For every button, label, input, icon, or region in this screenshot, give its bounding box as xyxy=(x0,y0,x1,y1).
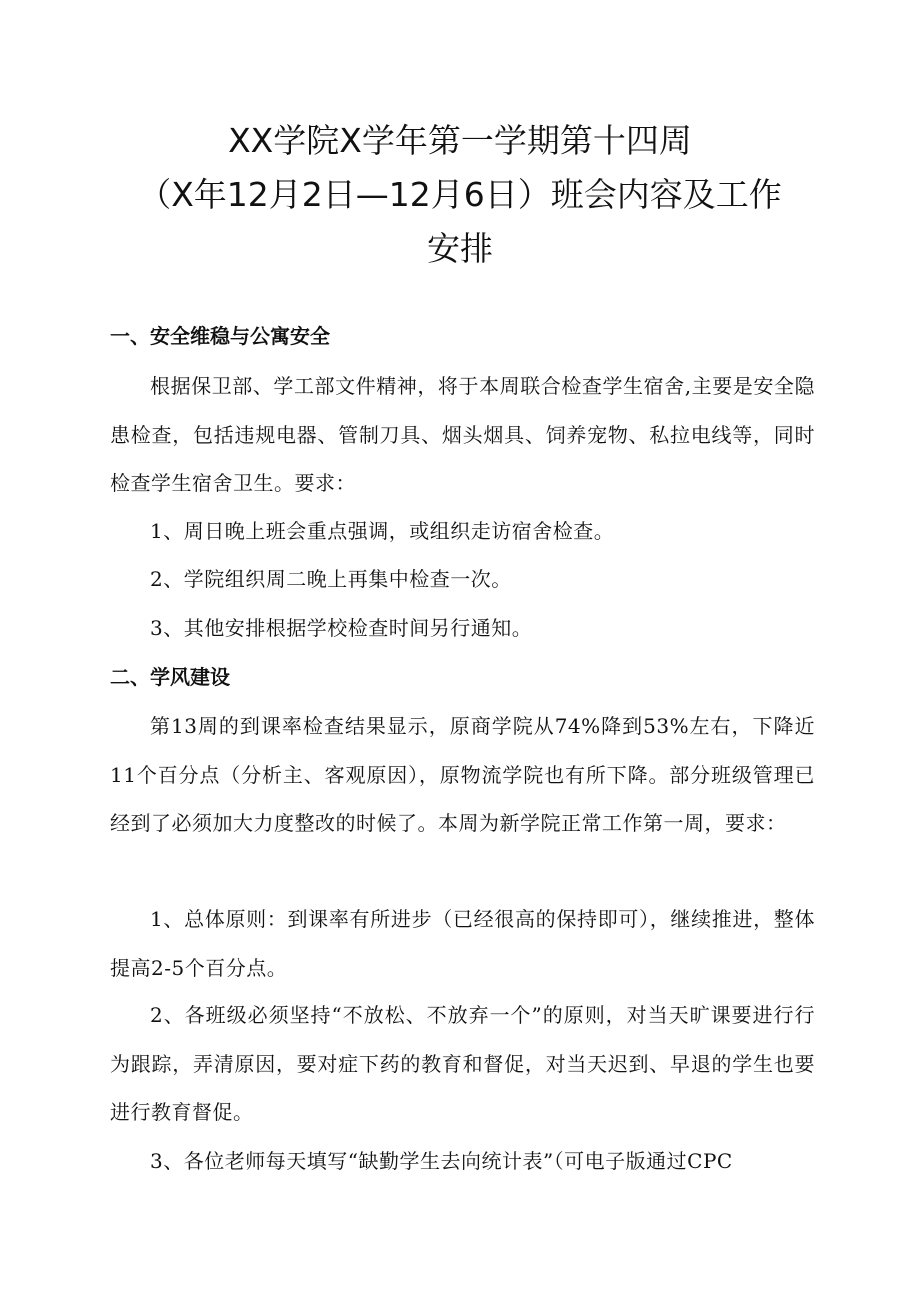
title-line-1: XX学院X学年第一学期第十四周 xyxy=(228,121,692,160)
section-2-item-1: 1、总体原则：到课率有所进步（已经很高的保持即可），继续推进，整体提高2-5个百分点。 xyxy=(110,907,815,980)
document-title xyxy=(90,114,830,276)
section-1-heading: 一、安全维稳与公寓安全 xyxy=(110,324,330,348)
section-1-item-2: 2、学院组织周二晚上再集中检查一次。 xyxy=(150,567,512,591)
title-line-3: 安排 xyxy=(427,229,493,268)
section-2-heading: 二、学风建设 xyxy=(110,665,230,689)
section-1-item-3: 3、其他安排根据学校检查时间另行通知。 xyxy=(150,616,533,640)
section-2-item-3: 3、各位老师每天填写“缺勤学生去向统计表”（可电子版通过CPC xyxy=(150,1149,733,1173)
section-1-item-1: 1、周日晚上班会重点强调，或组织走访宿舍检查。 xyxy=(150,519,615,543)
section-1-intro: 根据保卫部、学工部文件精神，将于本周联合检查学生宿舍,主要是安全隐患检查，包括违规电器、管制刀具、烟头烟具、饲养宠物、私拉电线等，同时检查学生宿舍卫生。要求： xyxy=(110,374,815,495)
section-2-intro: 第13周的到课率检查结果显示，原商学院从74%降到53%左右，下降近11个百分点（分析主、客观原因），原物流学院也有所下降。部分班级管理已经到了必须加大力度整改的时候了。本周为新学院正常工作第一周，要求： xyxy=(110,714,815,835)
section-2-item-2: 2、各班级必须坚持“不放松、不放弃一个”的原则，对当天旷课要进行行为跟踪，弄清原因，要对症下药的教育和督促，对当天迟到、早退的学生也要进行教育督促。 xyxy=(110,1003,815,1124)
title-line-2: （X年12月2日—12月6日）班会内容及工作 xyxy=(138,175,782,214)
